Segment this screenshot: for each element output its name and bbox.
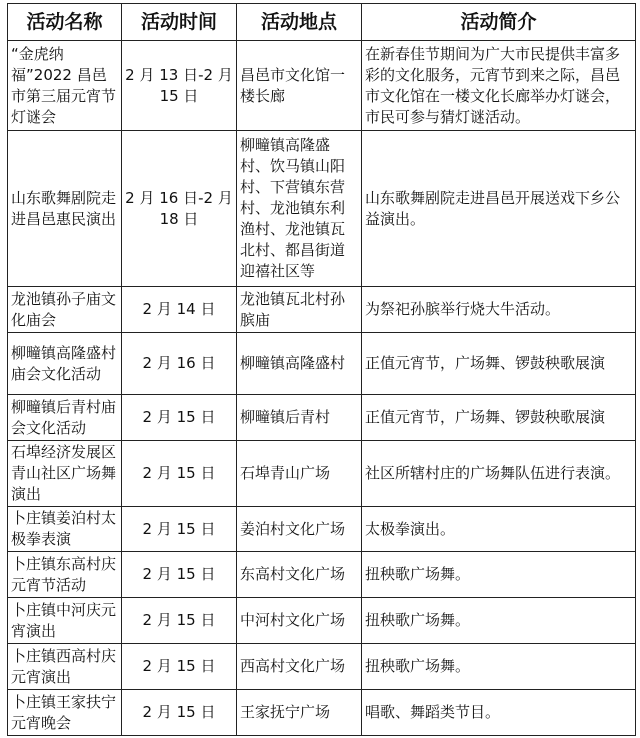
cell-name: 卜庄镇姜泊村太极拳表演 [8,507,122,552]
table-row [8,507,636,552]
table-row [8,644,636,690]
cell-place: 昌邑市文化馆一楼长廊 [237,41,362,131]
cell-name: 柳疃镇高隆盛村庙会文化活动 [8,333,122,395]
header-place: 活动地点 [237,4,362,41]
cell-name: 卜庄镇东高村庆元宵节活动 [8,552,122,598]
cell-desc: 扭秧歌广场舞。 [362,644,636,690]
header-row [8,4,636,41]
cell-time: 2 月 14 日 [122,287,237,333]
cell-time: 2 月 15 日 [122,598,237,644]
table-row [8,41,636,131]
header-name: 活动名称 [8,4,122,41]
cell-desc: 太极拳演出。 [362,507,636,552]
cell-name: 卜庄镇王家扶宁元宵晚会 [8,690,122,736]
cell-name: 卜庄镇西高村庆元宵演出 [8,644,122,690]
table-row [8,131,636,287]
cell-place: 柳疃镇高隆盛村 [237,333,362,395]
cell-place: 姜泊村文化广场 [237,507,362,552]
cell-place: 龙池镇瓦北村孙膑庙 [237,287,362,333]
cell-name: 龙池镇孙子庙文化庙会 [8,287,122,333]
header-desc: 活动简介 [362,4,636,41]
cell-time: 2 月 15 日 [122,690,237,736]
cell-place: 西高村文化广场 [237,644,362,690]
table-row [8,333,636,395]
cell-desc: 正值元宵节，广场舞、锣鼓秧歌展演 [362,333,636,395]
cell-place: 柳疃镇后青村 [237,395,362,441]
cell-desc: 正值元宵节，广场舞、锣鼓秧歌展演 [362,395,636,441]
table-row [8,552,636,598]
cell-place: 石埠青山广场 [237,441,362,507]
cell-name: “金虎纳福”2022 昌邑市第三届元宵节灯谜会 [8,41,122,131]
cell-time: 2 月 15 日 [122,395,237,441]
cell-name: 石埠经济发展区青山社区广场舞演出 [8,441,122,507]
cell-time: 2 月 15 日 [122,441,237,507]
table-row [8,287,636,333]
table-row [8,598,636,644]
cell-desc: 山东歌舞剧院走进昌邑开展送戏下乡公益演出。 [362,131,636,287]
cell-desc: 扭秧歌广场舞。 [362,552,636,598]
cell-desc: 在新春佳节期间为广大市民提供丰富多彩的文化服务，元宵节到来之际，昌邑市文化馆在一楼文化长廊举办灯谜会，市民可参与猜灯谜活动。 [362,41,636,131]
cell-name: 卜庄镇中河庆元宵演出 [8,598,122,644]
events-table [7,3,636,736]
cell-desc: 扭秧歌广场舞。 [362,598,636,644]
cell-time: 2 月 15 日 [122,552,237,598]
cell-time: 2 月 15 日 [122,644,237,690]
table-row [8,441,636,507]
cell-name: 柳疃镇后青村庙会文化活动 [8,395,122,441]
cell-desc: 唱歌、舞蹈类节目。 [362,690,636,736]
cell-time: 2 月 16 日-2 月 18 日 [122,131,237,287]
cell-name: 山东歌舞剧院走进昌邑惠民演出 [8,131,122,287]
table-row [8,395,636,441]
cell-time: 2 月 16 日 [122,333,237,395]
table-row [8,690,636,736]
cell-time: 2 月 15 日 [122,507,237,552]
cell-place: 柳疃镇高隆盛村、饮马镇山阳村、下营镇东营村、龙池镇东利渔村、龙池镇瓦北村、都昌街道迎禧社区等 [237,131,362,287]
cell-place: 中河村文化广场 [237,598,362,644]
cell-desc: 社区所辖村庄的广场舞队伍进行表演。 [362,441,636,507]
cell-place: 东高村文化广场 [237,552,362,598]
cell-desc: 为祭祀孙膑举行烧大牛活动。 [362,287,636,333]
cell-time: 2 月 13 日-2 月 15 日 [122,41,237,131]
cell-place: 王家抚宁广场 [237,690,362,736]
header-time: 活动时间 [122,4,237,41]
